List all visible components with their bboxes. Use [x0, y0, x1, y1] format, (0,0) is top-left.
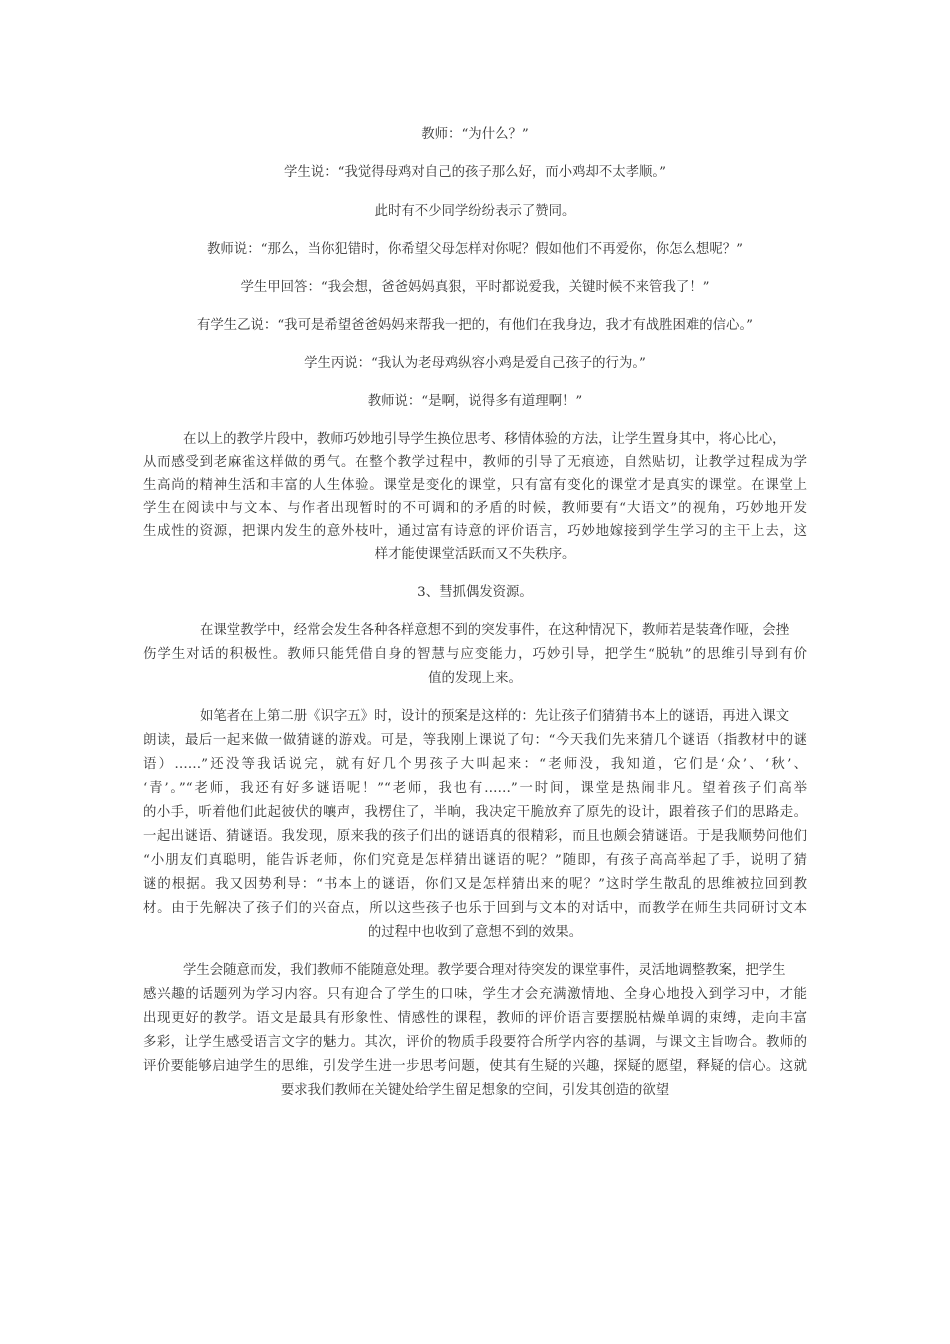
paragraph-line: 伤学生对话的积极性。教师只能凭借自身的智慧与应变能力，巧妙引导，把学生“脱轨”的思维引导到有价: [143, 647, 807, 662]
paragraph-line: 评价要能够启迪学生的思维，引发学生进一步思考问题，使其有生疑的兴趣，探疑的愿望，释疑的信心。这就: [143, 1059, 807, 1074]
paragraph-line: 材。由于先解决了孩子们的兴奋点，所以这些孩子也乐于回到与文本的对话中，而教学在师生共同研讨文本: [143, 901, 807, 916]
dialogue-line: 教师说：“那么，当你犯错时，你希望父母怎样对你呢？假如他们不再爱你，你怎么想呢？”: [207, 242, 743, 257]
paragraph-line: 感兴趣的话题列为学习内容。只有迎合了学生的口味，学生才会充满激情地、全身心地投入到学习中，才能: [143, 987, 807, 1002]
dialogue-line: 有学生乙说：“我可是希望爸爸妈妈来帮我一把的，有他们在我身边，我才有战胜困难的信心。”: [196, 318, 753, 333]
paragraph-line: 多彩，让学生感受语言文字的魅力。其次，评价的物质手段要符合所学内容的基调，与课文主旨吻合。教师的: [143, 1035, 807, 1050]
section-heading: 3、彗抓偶发资源。: [417, 585, 533, 600]
paragraph-line: 学生会随意而发，我们教师不能随意处理。教学要合理对待突发的课堂事件，灵活地调整教案，把学生: [183, 963, 786, 978]
paragraph-line: 语）……”还没等我话说完，就有好几个男孩子大叫起来：“老师没，我知道，它们是‘众’、‘秋’、: [143, 757, 807, 772]
paragraph-line: 要求我们教师在关键处给学生留足想象的空间，引发其创造的欲望: [280, 1083, 670, 1098]
paragraph-line: 值的发现上来。: [428, 671, 522, 686]
dialogue-line: 学生甲回答：“我会想，爸爸妈妈真狠，平时都说爱我，关键时候不来管我了！”: [240, 280, 710, 295]
dialogue-line: 学生说：“我觉得母鸡对自己的孩子那么好，而小鸡却不太孝顺。”: [284, 165, 666, 180]
paragraph-line: 学生在阅读中与文本、与作者出现暂时的不可调和的矛盾的时候，教师要有“大语文”的视角，巧妙地开发: [143, 501, 807, 516]
paragraph-line: 样才能使课堂活跃而又不失秩序。: [374, 547, 576, 562]
dialogue-line: 此时有不少同学纷纷表示了赞同。: [374, 204, 576, 219]
paragraph-line: 谜的根据。我又因势利导：“书本上的谜语，你们又是怎样猜出来的呢？”这时学生散乱的思维被拉回到教: [143, 877, 807, 892]
paragraph-line: ‘青’。”“老师，我还有好多谜语呢！”“老师，我也有……”一时间，课堂是热闹非凡。望着孩子们高举: [143, 781, 807, 796]
paragraph-line: 朗读，最后一起来做一做猜谜的游戏。可是，等我刚上课说了句：“今天我们先来猜几个谜语（指教材中的谜: [143, 733, 807, 748]
paragraph-line: 如笔者在上第二册《识字五》时，设计的预案是这样的：先让孩子们猜猜书本上的谜语，再进入课文: [200, 709, 790, 724]
paragraph-line: 生高尚的精神生活和丰富的人生体验。课堂是变化的课堂，只有富有变化的课堂才是真实的课堂。在课堂上: [143, 478, 807, 493]
paragraph-line: 的过程中也收到了意想不到的效果。: [367, 925, 583, 940]
dialogue-line: 学生丙说：“我认为老母鸡纵容小鸡是爱自己孩子的行为。”: [304, 356, 646, 371]
paragraph-line: 从而感受到老麻雀这样做的勇气。在整个教学过程中，教师的引导了无痕迹，自然贴切，让教学过程成为学: [143, 455, 807, 470]
dialogue-line: 教师：“为什么？”: [421, 127, 529, 142]
dialogue-line: 教师说：“是啊，说得多有道理啊！”: [367, 394, 583, 409]
paragraph-line: 在以上的教学片段中，教师巧妙地引导学生换位思考、移情体验的方法，让学生置身其中，将心比心，: [183, 432, 786, 447]
paragraph-line: “小朋友们真聪明，能告诉老师，你们究竟是怎样猜出谜语的呢？”随即，有孩子高高举起了手，说明了猜: [143, 853, 807, 868]
paragraph-line: 生成性的资源，把课内发生的意外枝叶，通过富有诗意的评价语言，巧妙地嫁接到学生学习的主干上去，这: [143, 524, 807, 539]
paragraph-line: 的小手，听着他们此起彼伏的嚷声，我楞住了，半晌，我决定干脆放弃了原先的设计，跟着孩子们的思路走。: [143, 805, 807, 820]
paragraph-line: 在课堂教学中，经常会发生各种各样意想不到的突发事件，在这种情况下，教师若是装聋作哑，会挫: [200, 623, 790, 638]
paragraph-line: 出现更好的教学。语文是最具有形象性、情感性的课程，教师的评价语言要摆脱枯燥单调的束缚，走向丰富: [143, 1011, 807, 1026]
paragraph-line: 一起出谜语、猜谜语。我发现，原来我的孩子们出的谜语真的很精彩，而且也颇会猜谜语。于是我顺势问他们: [143, 829, 807, 844]
